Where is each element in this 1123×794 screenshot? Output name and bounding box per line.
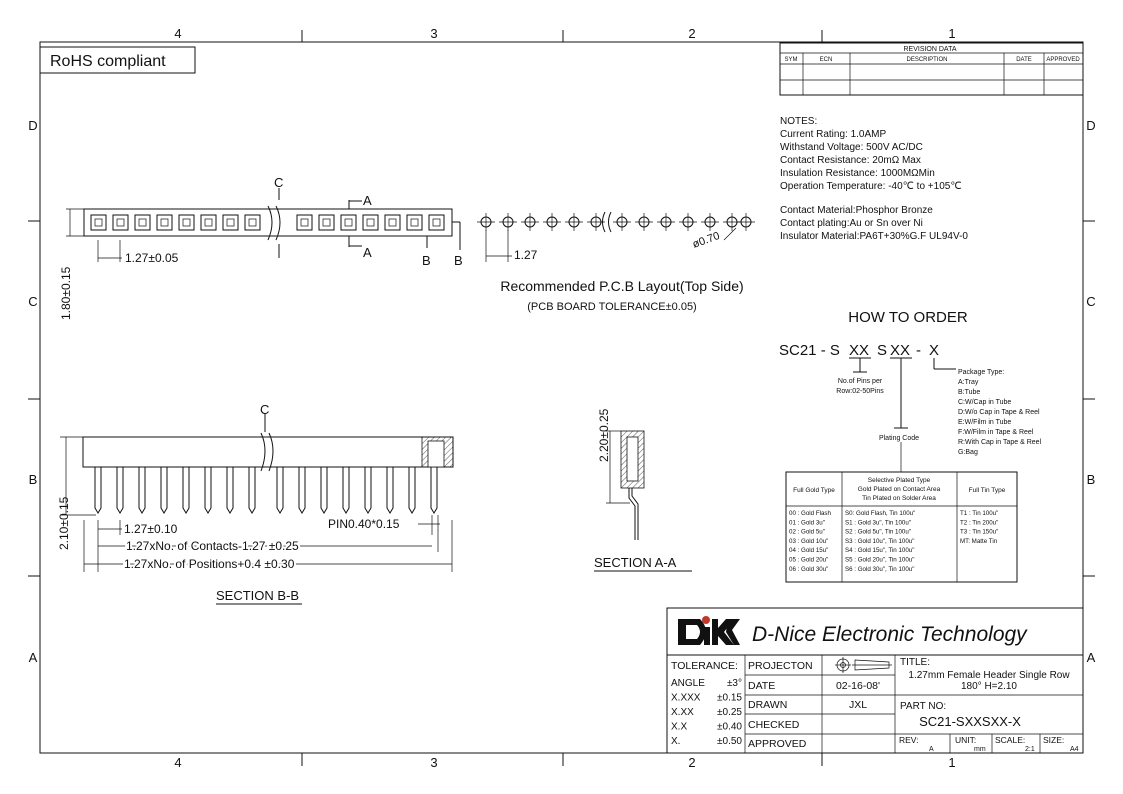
plating-selective-row: S1 : Gold 3u", Tin 100u" [845, 519, 911, 527]
plating-full-gold-row: 01 : Gold 3u" [789, 519, 825, 527]
zone-col-1-top: 1 [948, 26, 956, 41]
top-contact-cell [407, 215, 422, 230]
top-a1-label: A [363, 193, 372, 208]
top-contact-cell [179, 215, 194, 230]
top-contact-cell [385, 215, 400, 230]
zone-ticks [28, 30, 1095, 766]
zone-col-2-bottom: 2 [688, 755, 696, 770]
bb-section-label: SECTION B-B [216, 588, 300, 603]
zone-col-4-bottom: 4 [174, 755, 182, 770]
package-type-line: G:Bag [958, 449, 978, 456]
pcb-hole [657, 213, 675, 231]
approved-label: APPROVED [748, 738, 807, 750]
unit-label: UNIT: [955, 735, 977, 745]
date-value: 02-16-08' [835, 680, 881, 692]
size-label: SIZE: [1043, 735, 1065, 745]
zone-col-4-top: 4 [174, 26, 182, 41]
rev-col-ecn: ECN [819, 57, 833, 63]
top-contact-cell [297, 215, 312, 230]
order-xx1: XX [849, 342, 870, 359]
top-contact-cell [341, 215, 356, 230]
pcb-hole [521, 213, 539, 231]
plating-full-gold-row: 00 : Gold Flash [789, 510, 831, 517]
top-c-label: C [274, 175, 284, 190]
top-contact-cell [319, 215, 334, 230]
note-1: Current Rating: 1.0AMP [780, 129, 887, 140]
plating-selective-row: S6 : Gold 30u", Tin 100u" [845, 565, 915, 573]
bb-pin [343, 467, 349, 513]
title-line-2: 180° H=2.10 [961, 681, 1017, 692]
pcb-hole [737, 213, 755, 231]
note-6: Contact Material:Phosphor Bronze [780, 205, 933, 216]
projection-label: PROJECTON [748, 660, 813, 672]
rev-label: REV: [899, 735, 919, 745]
package-type-line: B:Tube [958, 389, 981, 396]
plating-selective-row: S3 : Gold 10u", Tin 100u" [845, 537, 915, 545]
top-b1-label: B [422, 253, 431, 268]
package-type-line: C:W/Cap in Tube [958, 399, 1012, 406]
bb-dim-positions: 1.27xNo. of Positions+0.4 ±0.30 [124, 557, 295, 571]
plating-selective-row: S4 : Gold 15u", Tin 100u" [845, 547, 915, 555]
pcb-title: Recommended P.C.B Layout(Top Side) [500, 278, 744, 294]
top-contact-cell [113, 215, 128, 230]
bb-pin [409, 467, 415, 513]
company-name: D-Nice Electronic Technology [752, 623, 1027, 646]
order-title: HOW TO ORDER [848, 309, 968, 326]
part-label: PART NO: [900, 701, 947, 712]
tolerance-value: ±0.25 [717, 707, 742, 718]
notes-heading: NOTES: [780, 116, 818, 127]
zone-col-1-bottom: 1 [948, 755, 956, 770]
bb-pin [161, 467, 167, 513]
bb-pin [321, 467, 327, 513]
pcb-hole [543, 213, 561, 231]
checked-label: CHECKED [748, 719, 800, 731]
rev-col-date: DATE [1016, 57, 1032, 63]
plating-full-gold-row: 06 : Gold 30u" [789, 565, 829, 573]
bb-pin [365, 467, 371, 513]
zone-row-b-left: B [28, 472, 38, 487]
top-contact-cell [201, 215, 216, 230]
top-a2-label: A [363, 245, 372, 260]
note-7: Contact plating:Au or Sn over Ni [780, 218, 923, 229]
package-type-line: R:With Cap in Tape & Reel [958, 439, 1042, 446]
tolerance-value: ±0.15 [717, 692, 742, 704]
top-contact-cell [223, 215, 238, 230]
bb-dim-contacts: 1.27xNo. of Contacts-1.27 ±0.25 [126, 539, 299, 553]
revision-table [780, 43, 1083, 95]
revision-title: REVISION DATA [903, 46, 957, 53]
zone-row-c-left: C [28, 294, 38, 309]
tolerance-grade: ANGLE [671, 678, 705, 689]
zone-row-b-right: B [1086, 472, 1096, 487]
top-height-dim: 1.80±0.15 [59, 266, 73, 320]
tolerance-value: ±3° [726, 678, 742, 689]
zone-labels [28, 26, 1095, 770]
top-contact-cell [135, 215, 150, 230]
plating-full-tin-row: T1 : Tin 100u" [960, 510, 999, 517]
plating-selective-row: S2 : Gold 5u", Tin 100u" [845, 528, 911, 536]
date-label: DATE [748, 680, 776, 692]
tolerance-label: TOLERANCE: [671, 660, 738, 672]
zone-row-d-right: D [1086, 118, 1096, 133]
package-type-line: Package Type: [958, 369, 1005, 376]
order-plating-code: Plating Code [878, 435, 920, 442]
pcb-hole [679, 213, 697, 231]
pcb-pitch-dim: 1.27 [514, 248, 538, 262]
tolerance-value: ±0.40 [717, 721, 742, 733]
zone-col-3-top: 3 [430, 26, 438, 41]
bb-pin [299, 467, 305, 513]
top-contact-cell [91, 215, 106, 230]
tolerance-grade: X. [671, 736, 681, 747]
pcb-subtitle: (PCB BOARD TOLERANCE±0.05) [527, 301, 697, 313]
pcb-hole [565, 213, 583, 231]
bb-pin [249, 467, 255, 513]
top-contact-cell [429, 215, 444, 230]
zone-row-a-left: A [28, 650, 38, 665]
package-type-line: E:W/Film in Tube [958, 419, 1012, 426]
outer-border [40, 42, 1083, 753]
note-5: Operation Temperature: -40℃ to +105℃ [780, 181, 962, 192]
rohs-label: RoHS compliant [50, 53, 166, 70]
plating-table [786, 472, 1017, 582]
plating-full-tin-row: T3 : Tin 150u" [960, 528, 999, 536]
plating-selective-row: S0: Gold Flash, Tin 100u" [845, 510, 916, 517]
note-3: Contact Resistance: 20mΩ Max [780, 155, 921, 166]
zone-col-3-bottom: 3 [430, 755, 438, 770]
zone-col-2-top: 2 [688, 26, 696, 41]
plating-full-gold-row: 04 : Gold 15u" [789, 547, 829, 555]
bb-pin [227, 467, 233, 513]
unit-value: mm [974, 746, 986, 753]
package-type-line: A:Tray [958, 379, 979, 386]
pcb-hole [499, 213, 517, 231]
section-aa [594, 408, 692, 571]
pcb-hole [635, 213, 653, 231]
scale-label: SCALE: [995, 735, 1026, 745]
pcb-hole-dim: ø0.70 [690, 229, 722, 251]
company-logo-icon [678, 616, 740, 645]
plating-full-tin-row: MT: Matte Tin [960, 537, 998, 545]
order-pins-2: Row:02-50Pins [836, 388, 884, 395]
order-dash: - [916, 342, 921, 359]
pcb-hole [477, 213, 495, 231]
bb-pin [387, 467, 393, 513]
bb-pin [95, 467, 101, 513]
plating-selective-row: S5 : Gold 20u", Tin 100u" [845, 556, 915, 564]
pcb-hole [613, 213, 631, 231]
plating-h2a: Selective Plated Type [867, 477, 931, 484]
plating-h2c: Tin Plated on Solder Area [862, 495, 936, 502]
package-type-line: D:W/o Cap in Tape & Reel [958, 409, 1040, 416]
bb-pin-dim: PIN0.40*0.15 [328, 517, 400, 531]
package-type-line: F:W/Film in Tape & Reel [958, 429, 1034, 436]
rev-value: A [929, 746, 934, 753]
bb-c-label: C [260, 402, 270, 417]
rev-col-approved: APPROVED [1046, 57, 1080, 63]
rev-col-sym: SYM [784, 57, 798, 63]
part-number: SC21-SXXSXX-X [919, 714, 1021, 729]
bb-pin [117, 467, 123, 513]
title-label: TITLE: [900, 657, 931, 668]
projection-symbol-icon [835, 657, 892, 673]
order-s: S [877, 342, 888, 359]
bb-pin [183, 467, 189, 513]
bb-pin [277, 467, 283, 513]
plating-full-gold-row: 05 : Gold 20u" [789, 556, 829, 564]
top-b2-label: B [454, 253, 463, 268]
note-4: Insulation Resistance: 1000MΩMin [780, 168, 935, 179]
drawn-label: DRAWN [748, 699, 788, 711]
order-xx2: XX [890, 342, 911, 359]
bb-height-dim: 2.10±0.15 [57, 496, 71, 550]
zone-row-d-left: D [28, 118, 38, 133]
note-8: Insulator Material:PA6T+30%G.F UL94V-0 [780, 231, 968, 242]
plating-full-gold-row: 03 : Gold 10u" [789, 537, 829, 545]
plating-full-gold-row: 02 : Gold 5u" [789, 528, 825, 536]
order-prefix: SC21 - S [779, 342, 840, 359]
size-value: A4 [1070, 746, 1079, 753]
plating-h1: Full Gold Type [793, 487, 835, 494]
plating-h2b: Gold Plated on Contact Area [857, 486, 941, 493]
plating-h3: Full Tin Type [968, 487, 1006, 494]
bb-pitch-dim: 1.27±0.10 [124, 522, 178, 536]
notes [780, 116, 968, 242]
top-contact-cell [245, 215, 260, 230]
drawn-value: JXL [848, 699, 868, 711]
title-line-1: 1.27mm Female Header Single Row [908, 670, 1070, 681]
note-2: Withstand Voltage: 500V AC/DC [780, 142, 923, 153]
title-block [667, 608, 1083, 753]
pcb-hole [701, 213, 719, 231]
aa-section-label: SECTION A-A [594, 555, 677, 570]
how-to-order [779, 309, 1042, 472]
tolerance-value: ±0.50 [717, 736, 742, 747]
tolerance-grade: X.XX [671, 707, 694, 718]
pcb-layout [477, 212, 755, 313]
top-pitch-dim: 1.27±0.05 [125, 251, 179, 265]
zone-row-c-right: C [1086, 294, 1096, 309]
tolerance-grade: X.X [671, 721, 688, 733]
rev-col-desc: DESCRIPTION [906, 57, 948, 63]
bb-pin [139, 467, 145, 513]
bb-pin [205, 467, 211, 513]
section-bb [57, 402, 453, 604]
aa-height-dim: 2.20±0.25 [597, 408, 611, 462]
bb-pin [431, 467, 437, 513]
top-view [59, 175, 463, 320]
plating-full-tin-row: T2 : Tin 200u" [960, 519, 999, 527]
tolerance-grade: X.XXX [671, 692, 701, 704]
top-contact-cell [363, 215, 378, 230]
top-contact-cell [157, 215, 172, 230]
scale-value: 2:1 [1025, 746, 1035, 753]
order-pins-1: No.of Pins per [837, 378, 883, 385]
zone-row-a-right: A [1086, 650, 1096, 665]
order-x: X [929, 342, 940, 359]
